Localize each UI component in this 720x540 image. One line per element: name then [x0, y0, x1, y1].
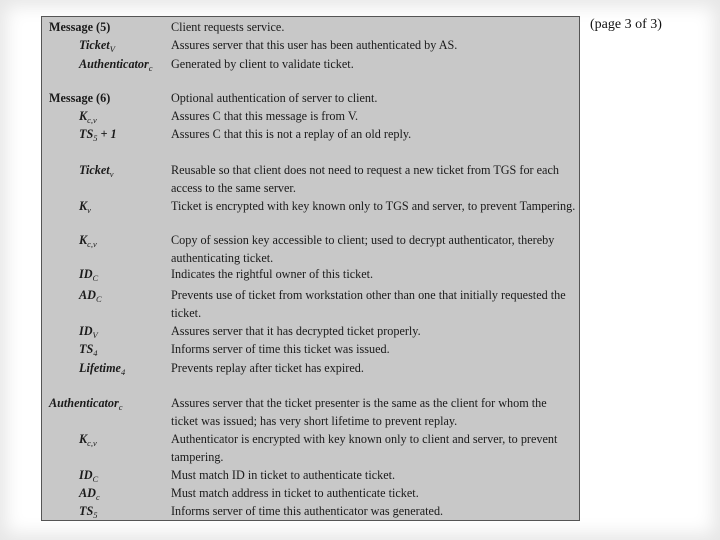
- term: Ticket$_V$: [79, 38, 115, 54]
- description: Prevents replay after ticket has expired.: [171, 361, 364, 375]
- term: Lifetime$_4$: [79, 361, 126, 377]
- description: Ticket is encrypted with key known only to TGS and server, to prevent Tampering.: [171, 199, 576, 213]
- description: Assures server that it has decrypted ticket properly.: [171, 324, 421, 338]
- term: Ticket$_v$: [79, 163, 114, 179]
- term: $K_v$: [79, 199, 91, 215]
- page-label: (page 3 of 3): [590, 17, 662, 32]
- description: Must match address in ticket to authenticate ticket.: [171, 486, 419, 500]
- term: Authenticator$_c$: [79, 57, 153, 73]
- term: $K_{c,v}$: [79, 432, 97, 448]
- description: Authenticator is encrypted with key known only to client and server, to prevent tampering.: [171, 432, 558, 464]
- description: Assures C that this message is from V.: [171, 109, 359, 123]
- description: Must match ID in ticket to authenticate ticket.: [171, 468, 396, 482]
- description: Reusable so that client does not need to request a new ticket from TGS for each access to the same server.: [171, 163, 559, 195]
- description: Assures server that the ticket presenter is the same as the client for whom the ticket was issued; has very short lifetime to prevent replay.: [171, 396, 547, 428]
- description: Assures server that this user has been authenticated by AS.: [171, 38, 458, 52]
- term: $ID_C$: [79, 267, 99, 283]
- term: Authenticator$_c$: [49, 396, 123, 412]
- description: Informs server of time this authenticator was generated.: [171, 504, 444, 518]
- term: Message (6): [49, 91, 111, 105]
- term: $AD_c$: [79, 486, 100, 502]
- description: Prevents use of ticket from workstation other than one that initially requested the ticket.: [171, 288, 566, 320]
- term: $ID_C$: [79, 468, 99, 484]
- term: $K_{c,v}$: [79, 109, 97, 125]
- description: Optional authentication of server to client.: [171, 91, 378, 105]
- description: Indicates the rightful owner of this ticket.: [171, 267, 374, 281]
- term: Message (5): [49, 20, 111, 34]
- term: $K_{c,v}$: [79, 233, 97, 249]
- description: Informs server of time this ticket was issued.: [171, 342, 390, 356]
- term: $TS_4$: [79, 342, 98, 358]
- description: Assures C that this is not a replay of an old reply.: [171, 127, 412, 141]
- term: $ID_V$: [79, 324, 98, 340]
- description: Generated by client to validate ticket.: [171, 57, 354, 71]
- term: $AD_C$: [79, 288, 102, 304]
- kerberos-table: [41, 16, 580, 521]
- term: $TS_5$: [79, 504, 98, 520]
- description: Client requests service.: [171, 20, 285, 34]
- term: $TS_5 + 1$: [79, 127, 117, 143]
- description: Copy of session key accessible to client; used to decrypt authenticator, thereby authenticating ticket.: [171, 233, 555, 265]
